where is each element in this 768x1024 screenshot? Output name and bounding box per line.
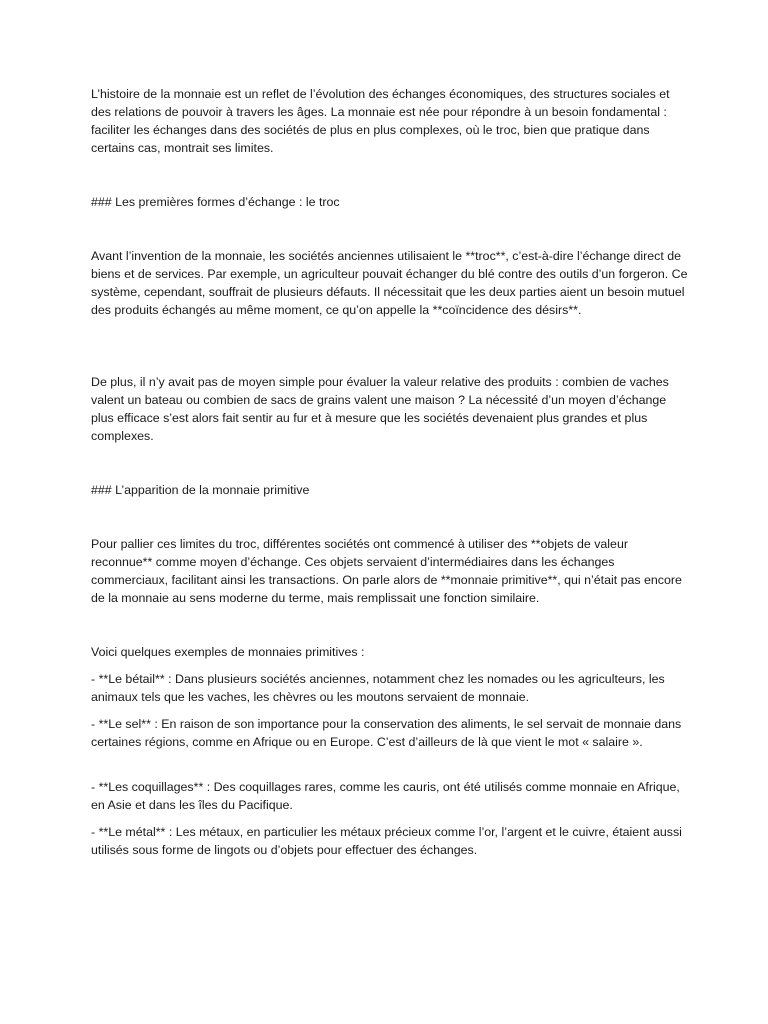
exemples-intro: Voici quelques exemples de monnaies primitives : <box>91 645 365 659</box>
intro-paragraph: L’histoire de la monnaie est un reflet de l’évolution des échanges économiques, des structures sociales et des relations de pouvoir à travers les âges. La monnaie est née pour répondre à un besoin fondamental : faciliter les échanges dans des sociétés de plus en plus complexes, où le troc, bien que pratique dans certains cas, montrait ses limites. <box>91 87 670 155</box>
valeur-paragraph: De plus, il n’y avait pas de moyen simple pour évaluer la valeur relative des produits : combien de vaches valent un bateau ou combien de sacs de grains valent une maison ? La nécessité d’un moyen d’échange plus efficace s’est alors fait sentir au fur et à mesure que les sociétés devenaient plus grandes et plus complexes. <box>91 375 669 443</box>
list-item-metal: - **Le métal** : Les métaux, en particulier les métaux précieux comme l’or, l’argent et le cuivre, étaient aussi utilisés sous forme de lingots ou d’objets pour effectuer des échanges. <box>91 825 682 857</box>
section-heading-monnaie-primitive: ### L’apparition de la monnaie primitive <box>91 483 310 497</box>
monnaie-primitive-paragraph: Pour pallier ces limites du troc, différentes sociétés ont commencé à utiliser des **objets de valeur reconnue** comme moyen d’échange. Ces objets servaient d’intermédiaires dans les échanges commerciaux, facilitant ainsi les transactions. On parle alors de **monnaie primitive**, qui n’était pas encore de la monnaie au sens moderne du terme, mais remplissait une fonction similaire. <box>91 537 682 605</box>
troc-paragraph: Avant l’invention de la monnaie, les sociétés anciennes utilisaient le **troc**, c’est-à-dire l’échange direct de biens et de services. Par exemple, un agriculteur pouvait échanger du blé contre des outils d’un forgeron. Ce système, cependant, souffrait de plusieurs défauts. Il nécessitait que les deux parties aient un besoin mutuel des produits échangés au même moment, ce qu’on appelle la **coïncidence des désirs**. <box>91 249 688 317</box>
section-heading-troc: ### Les premières formes d’échange : le troc <box>91 195 340 209</box>
list-item-coquillages: - **Les coquillages** : Des coquillages rares, comme les cauris, ont été utilisés comme monnaie en Afrique, en Asie et dans les îles du Pacifique. <box>91 780 680 812</box>
list-item-sel: - **Le sel** : En raison de son importance pour la conservation des aliments, le sel servait de monnaie dans certaines régions, comme en Afrique ou en Europe. C’est d’ailleurs de là que vient le mot « salaire ». <box>91 717 682 749</box>
list-item-betail: - **Le bétail** : Dans plusieurs sociétés anciennes, notamment chez les nomades ou les agriculteurs, les animaux tels que les vaches, les chèvres ou les moutons servaient de monnaie. <box>91 672 665 704</box>
